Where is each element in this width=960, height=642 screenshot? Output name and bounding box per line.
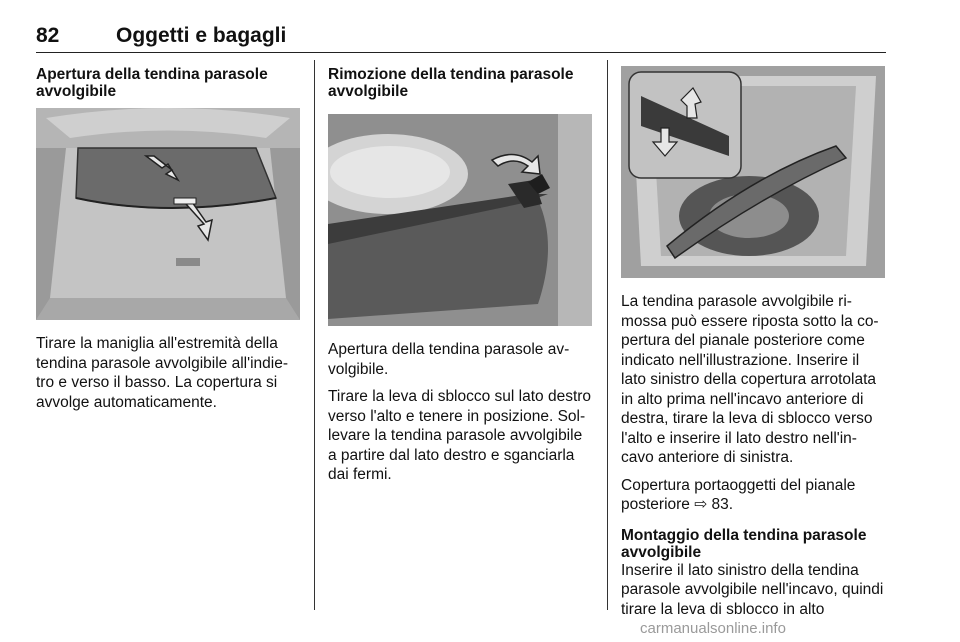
section-heading-removal: Rimozione della tendina parasole avvolgibile — [328, 66, 574, 100]
paragraph-storage: La tendina parasole avvolgibile ri-mossa può essere riposta sotto la co-pertura del pianale posteriore come indicato nell'illustrazione. Inserire il lato sinistro della copertura arrotolata in alto prima nell'incavo anteriore di destra, tirare la leva di sblocco verso l'alto e inserire il lato destro nell'in-cavo anteriore di sinistra. — [621, 293, 879, 466]
illustration-trunk-cover-storage — [621, 66, 885, 278]
chapter-title: Oggetti e bagagli — [116, 24, 287, 47]
section-heading-installation: Montaggio della tendina parasole avvolgibile — [621, 526, 867, 561]
paragraph-installation: Inserire il lato sinistro della tendina parasole avvolgibile nell'incavo, quindi tirare la leva di sblocco in alto — [621, 561, 884, 618]
paragraph-opening: Tirare la maniglia all'estremità della tendina parasole avvolgibile all'indie-tro e verso il basso. La copertura si avvolge automaticamente. — [36, 335, 288, 411]
paragraph-removal-step2: Tirare la leva di sblocco sul lato destro verso l'alto e tenere in posizione. Sol-levare la tendina parasole avvolgibile a partire dal lato destro e sganciarla dai fermi. — [328, 388, 592, 483]
illustration-trunk-cover-removal — [328, 114, 592, 326]
column-divider — [607, 60, 608, 610]
watermark: carmanualsonline.info — [640, 620, 786, 637]
paragraph-cross-reference: Copertura portaoggetti del pianale posteriore ⇨ 83. — [621, 476, 856, 513]
paragraph-removal-step1: Apertura della tendina parasole av-volgibile. — [328, 341, 570, 378]
illustration-trunk-cover-opening — [36, 108, 300, 320]
section-heading-opening: Apertura della tendina parasole avvolgibile — [36, 66, 268, 100]
column-opening — [36, 66, 300, 420]
column-removal — [328, 66, 592, 493]
column-storage — [621, 66, 886, 627]
page-header — [36, 24, 886, 53]
column-divider — [314, 60, 315, 610]
page-number: 82 — [36, 24, 60, 47]
